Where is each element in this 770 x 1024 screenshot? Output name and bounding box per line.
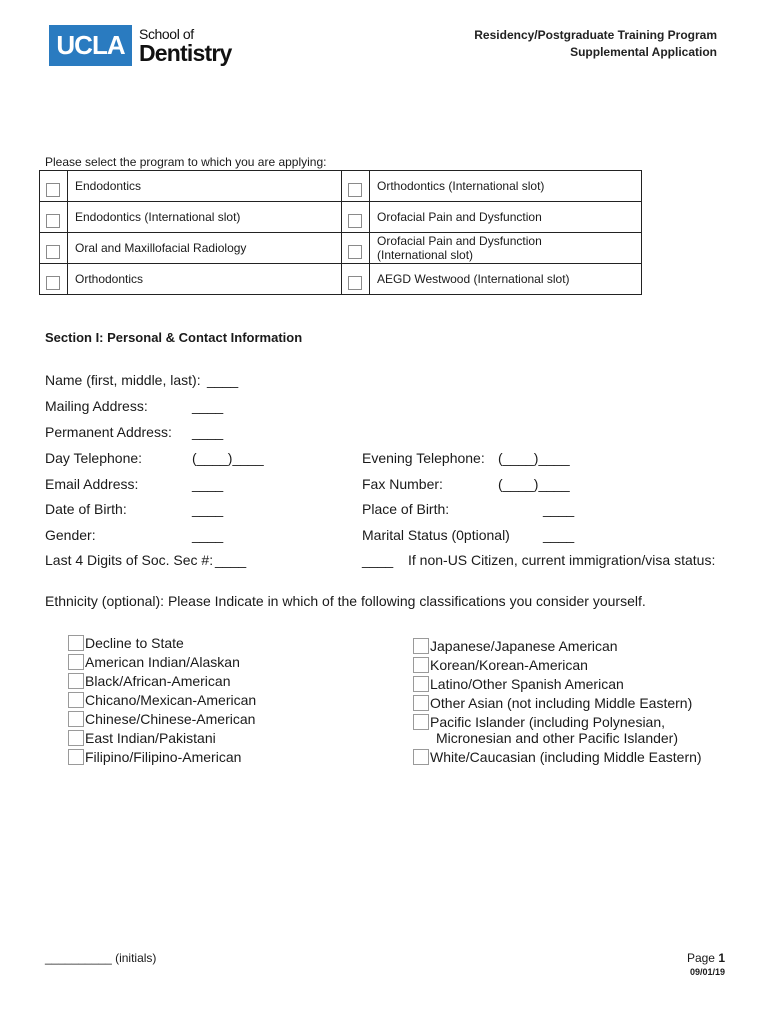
program-label-line2: (International slot) <box>377 248 474 262</box>
checkbox-chicano[interactable] <box>68 692 84 708</box>
checkbox-east-indian[interactable] <box>68 730 84 746</box>
list-item[interactable] <box>413 657 588 673</box>
list-item[interactable] <box>413 638 618 654</box>
program-label: Endodontics (International slot) <box>68 202 342 233</box>
checkbox-latino[interactable] <box>413 676 429 692</box>
list-item[interactable] <box>413 695 692 711</box>
ethnicity-list-right <box>413 638 743 778</box>
ssn-field[interactable]: ____ <box>215 552 247 568</box>
checkbox-orofacial-pain-international[interactable] <box>348 245 362 259</box>
logo-dentistry: Dentistry <box>139 40 232 66</box>
ethnicity-label: Other Asian (not including Middle Eastern) <box>430 695 693 711</box>
checkbox-oral-maxillofacial-radiology[interactable] <box>46 245 60 259</box>
checkbox-orofacial-pain[interactable] <box>348 214 362 228</box>
ethnicity-label: Japanese/Japanese American <box>430 638 618 654</box>
email-field[interactable]: ____ <box>192 476 224 492</box>
fax-field[interactable]: (____)____ <box>498 476 570 492</box>
ethnicity-label: Pacific Islander (including Polynesian, <box>430 714 666 730</box>
list-item[interactable] <box>413 714 665 730</box>
fax-label: Fax Number: <box>362 476 443 492</box>
checkbox-decline-to-state[interactable] <box>68 635 84 651</box>
pob-field[interactable]: ____ <box>543 501 575 517</box>
program-label: Endodontics <box>68 171 342 202</box>
checkbox-chinese[interactable] <box>68 711 84 727</box>
checkbox-pacific-islander[interactable] <box>413 714 429 730</box>
document-subtitle: Supplemental Application <box>570 45 717 59</box>
mailing-address-field[interactable]: ____ <box>192 398 224 414</box>
checkbox-endodontics[interactable] <box>46 183 60 197</box>
logo-school-of: School of <box>139 26 194 42</box>
page-number <box>687 951 725 965</box>
gender-label: Gender: <box>45 527 96 543</box>
revision-date: 09/01/19 <box>689 967 725 977</box>
program-row <box>40 202 642 233</box>
page-label: Page <box>686 951 719 965</box>
ssn-label: Last 4 Digits of Soc. Sec #: <box>45 552 214 568</box>
program-label: Oral and Maxillofacial Radiology <box>68 233 342 264</box>
ethnicity-list-left <box>68 635 358 775</box>
list-item[interactable] <box>413 676 624 692</box>
checkbox-korean[interactable] <box>413 657 429 673</box>
list-item[interactable] <box>68 654 240 670</box>
program-label: Orthodontics <box>68 264 342 295</box>
ethnicity-label: Latino/Other Spanish American <box>430 676 624 692</box>
email-label: Email Address: <box>45 476 139 492</box>
list-item[interactable] <box>68 635 184 651</box>
visa-label: If non-US Citizen, current immigration/visa status: <box>408 552 716 568</box>
checkbox-aegd-westwood[interactable] <box>348 276 362 290</box>
list-item[interactable] <box>68 673 231 689</box>
checkbox-orthodontics[interactable] <box>46 276 60 290</box>
list-item[interactable] <box>413 749 702 765</box>
checkbox-black[interactable] <box>68 673 84 689</box>
program-label: AEGD Westwood (International slot) <box>370 264 642 295</box>
permanent-address-label: Permanent Address: <box>45 424 172 440</box>
name-label: Name (first, middle, last): <box>45 372 201 388</box>
ethnicity-label: White/Caucasian (including Middle Eastern) <box>430 749 702 765</box>
dob-field[interactable]: ____ <box>192 501 224 517</box>
checkbox-other-asian[interactable] <box>413 695 429 711</box>
checkbox-white[interactable] <box>413 749 429 765</box>
program-label: Orofacial Pain and Dysfunction <box>370 202 642 233</box>
evening-telephone-field[interactable]: (____)____ <box>498 450 570 466</box>
program-table <box>39 170 642 295</box>
ethnicity-label: Chicano/Mexican-American <box>85 692 257 708</box>
program-label <box>370 233 642 264</box>
section-title: Section I: Personal & Contact Information <box>45 330 303 345</box>
program-label: Orthodontics (International slot) <box>370 171 642 202</box>
gender-field[interactable]: ____ <box>192 527 224 543</box>
list-item[interactable] <box>68 749 241 765</box>
ethnicity-label: Filipino/Filipino-American <box>85 749 242 765</box>
document-title: Residency/Postgraduate Training Program <box>474 28 717 42</box>
permanent-address-field[interactable]: ____ <box>192 424 224 440</box>
list-item[interactable] <box>68 730 216 746</box>
page-num: 1 <box>718 951 725 965</box>
name-field[interactable]: ____ <box>207 372 239 388</box>
mailing-address-label: Mailing Address: <box>45 398 148 414</box>
list-item[interactable] <box>68 711 255 727</box>
day-telephone-label: Day Telephone: <box>45 450 143 466</box>
program-row <box>40 171 642 202</box>
program-row <box>40 264 642 295</box>
program-row <box>40 233 642 264</box>
marital-status-field[interactable]: ____ <box>543 527 575 543</box>
list-item[interactable] <box>68 692 256 708</box>
program-label-line1: Orofacial Pain and Dysfunction <box>377 234 542 248</box>
checkbox-orthodontics-international[interactable] <box>348 183 362 197</box>
evening-telephone-label: Evening Telephone: <box>362 450 485 466</box>
dob-label: Date of Birth: <box>45 501 127 517</box>
ethnicity-label: Chinese/Chinese-American <box>85 711 256 727</box>
day-telephone-field[interactable]: (____)____ <box>192 450 264 466</box>
program-prompt: Please select the program to which you are applying: <box>45 155 327 169</box>
ethnicity-label: Black/African-American <box>85 673 231 689</box>
ucla-logo: UCLA <box>49 25 132 66</box>
checkbox-endodontics-international[interactable] <box>46 214 60 228</box>
pob-label: Place of Birth: <box>362 501 450 517</box>
ethnicity-label: American Indian/Alaskan <box>85 654 240 670</box>
ethnicity-label: East Indian/Pakistani <box>85 730 216 746</box>
marital-status-label: Marital Status (0ptional) <box>362 527 510 543</box>
checkbox-filipino[interactable] <box>68 749 84 765</box>
initials-field[interactable]: __________ (initials) <box>45 951 157 965</box>
ethnicity-label-continued: Micronesian and other Pacific Islander) <box>436 730 679 746</box>
ethnicity-prompt: Ethnicity (optional): Please Indicate in which of the following classifications you consider yourself. <box>45 593 646 609</box>
checkbox-american-indian[interactable] <box>68 654 84 670</box>
visa-field[interactable]: ____ <box>362 552 394 568</box>
ethnicity-label: Korean/Korean-American <box>430 657 588 673</box>
ethnicity-label: Decline to State <box>85 635 184 651</box>
checkbox-japanese[interactable] <box>413 638 429 654</box>
